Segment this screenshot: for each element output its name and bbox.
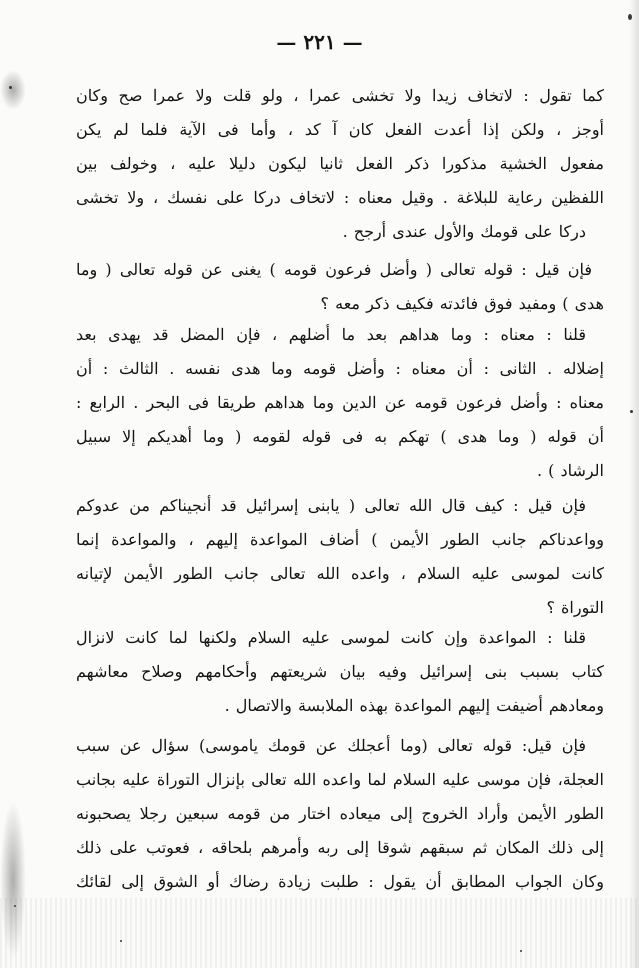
text-line: التوراة ؟ [546,598,604,617]
text-line: فإن قيل: قوله تعالى (وما أعجلك عن قومك ياموسى) سؤال عن سبب [76,736,586,755]
page-number: — ٢٢١ — [276,30,363,54]
paragraph-1 [76,79,604,249]
text-line: فإن قيل : كيف قال الله تعالى ( يابنى إسرائيل قد أنجيناكم من عدوكم [76,496,587,515]
scan-grain [0,898,639,968]
text-line: إلى ذلك المكان ثم سبقهم شوقا إلى ربه وأمرهم بلحاقه ، فعوتب على ذلك [76,838,604,857]
text-line: وكان الجواب المطابق أن يقول : طلبت زيادة رضاك أو الشوق إلى لقائك [76,872,604,891]
text-line: مفعول الخشية مذكورا ذكر الفعل ثانيا ليكون دليلا عليه ، وخولف بين [76,154,604,173]
text-line: الطور الأيمن وأراد الخروج إلى ميعاده اختار من قومه سبعين رجلا يصحبونه [76,804,604,823]
text-line: كما تقول : لاتخاف زيدا ولا تخشى عمرا ، ولو قلت ولا عمرا صح وكان [76,86,604,105]
text-line: إضلاله . الثانى : أن معناه : وأضل قومه وما هدى نفسه . الثالث : أن [76,359,604,378]
paragraph-3 [76,318,604,488]
scan-speck [520,950,522,952]
text-line: قلنا : معناه : وما هداهم بعد ما أضلهم ، فإن المضل قد يهدى بعد [76,325,587,344]
scan-edge-shadow [629,0,639,968]
text-line: أوجز ، ولكن إذا أعدت الفعل كان آ كد ، وأما فى الآية فلما لم يكن [76,120,604,139]
scan-speck [14,905,16,907]
text-line: ومعادهم أضيفت إليهم المواعدة بهذه الملابسة والاتصال . [224,696,604,715]
text-line: قلنا : المواعدة وإن كانت لموسى عليه السلام ولكنها لما كانت لانزال [76,628,586,647]
paragraph-5 [76,621,604,723]
scan-speck [628,14,632,20]
text-line: اللفظين رعاية للبلاغة . وقيل معناه : لاتخاف دركا على نفسك ، ولا تخشى [76,188,604,207]
text-line: أن قوله ( وما هدى ) تهكم به فى قوله لقومه ( وما أهديكم إلا سبيل [76,427,604,446]
scan-speck [120,940,122,942]
scan-speck [9,86,12,89]
text-line: كتاب بسبب بنى إسرائيل وفيه بيان شريعتهم وأحكامهم وصلاح معاشهم [76,662,604,681]
paragraph-2 [76,253,604,321]
paragraph-4 [76,489,604,625]
paragraph-6 [76,729,604,899]
text-line: وواعدناكم جانب الطور الأيمن ) أضاف المواعدة إليهم ، والمواعدة إنما [76,530,604,549]
scan-smudge [0,70,26,110]
text-line: كانت لموسى عليه السلام ، واعده الله تعالى جانب الطور الأيمن لإتيانه [76,564,604,583]
text-line: هدى ) ومفيد فوق فائدته فكيف ذكر معه ؟ [320,294,604,313]
text-line: معناه : وأضل فرعون قومه عن الدين وما هداهم طريقا فى البحر . الرابع : [76,393,604,412]
text-line: العجلة، فإن موسى عليه السلام لما واعده الله تعالى بإنزال التوراة عليه بجانب [76,770,604,789]
scan-speck [630,410,633,413]
text-line: فإن قيل : قوله تعالى ( وأضل فرعون قومه ) يغنى عن قوله تعالى ( وما [76,260,592,279]
text-line: الرشاد ) . [536,461,604,480]
text-line: دركا على قومك والأول عندى أرجح . [342,222,586,241]
